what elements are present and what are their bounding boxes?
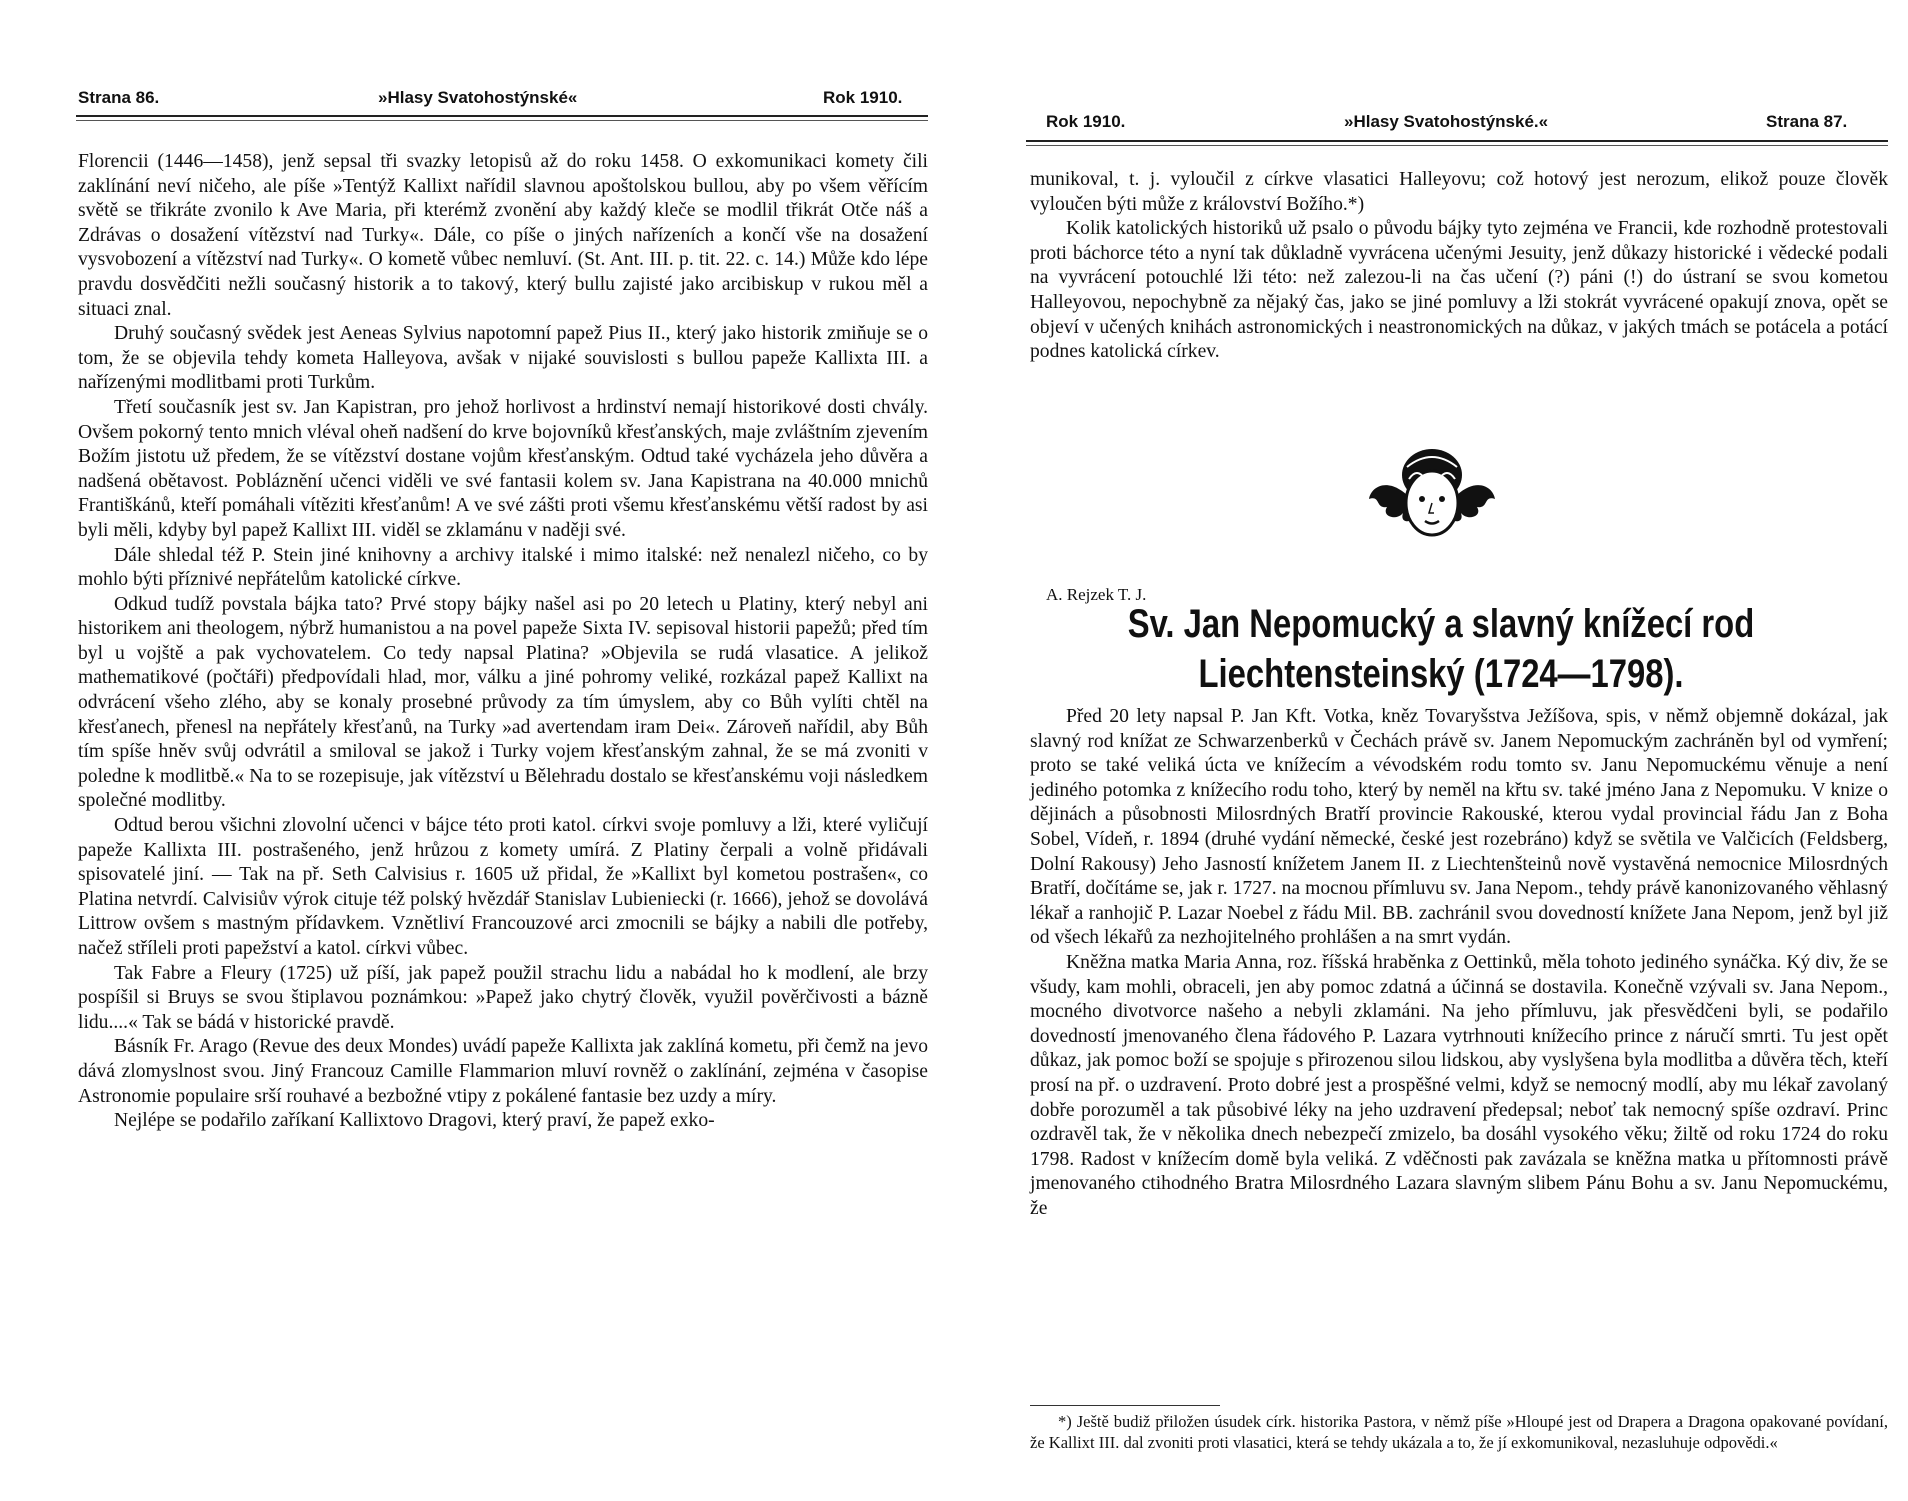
- footnote: [1030, 1412, 1888, 1453]
- running-title-left: »Hlasy Svatohostýnské«: [378, 88, 578, 107]
- footnote-rule: [1030, 1405, 1220, 1406]
- article-title-line-2: Liechtensteinský (1724—1798).: [1198, 652, 1684, 696]
- footnote-text: *) Ještě budiž přiložen úsudek círk. historika Pastora, v němž píše »Hloupé jest od Drapera a Dragona opakované povídaní, že Kallixt III. dal zvoniti proti vlasatici, která se tehdy ukázala a to, že jí exkomunikoval, nezasluhuje odpovědi.«: [1030, 1412, 1888, 1452]
- right-column-top-text: [1030, 168, 1888, 365]
- header-rule-thick: [76, 115, 928, 117]
- paragraph: Tak Fabre a Fleury (1725) už píší, jak papež použil strachu lidu a nabádal ho k modlení, ale brzy pospíšil si Bruys se svou štiplavou poznámkou: »Papež jako chytrý člověk, využil pověrčivosti a bázně lidu....« Tak se bádá v historické pravdě.: [78, 962, 928, 1033]
- paragraph: Odtud berou všichni zlovolní učenci v bájce této proti katol. církvi svoje pomluvy a lži, které vyličují papeže Kallixta III. postrašeného, jenž hrůzou z komety umírá. Z Platiny čerpali a volně přidávali spisovatelé jiní. — Tak na př. Seth Calvisius r. 1605 už přidal, že »Kallixt byl kometou postrašen«, co Platina netvrdí. Calvisiův výrok cituje též polský hvězdář Stanislav Lubieniecki (r. 1666), jehož se dovolává Littrow ovšem s mastným přídavkem. Vznětliví Francouzové arci zmocnili se bájky a nabili dle potřeby, načež stříleli proti papežství a katol. církvi vůbec.: [78, 815, 928, 959]
- paragraph: Odkud tudíž povstala bájka tato? Prvé stopy bájky našel asi po 20 letech u Platiny, který nebyl ani historikem ani theologem, nýbrž humanistou a na povel papeže Sixta IV. sepisoval historii papežů; před tím byl u vojště a pak vychovatelem. Co tedy napsal Platina? »Objevila se rudá vlasatice. A jelikož mathematikové (počtáři) předpovídali hlad, mor, válku a jiné pohromy veliké, rozkázal papež Kallixt na odvrácení všeho zlého, aby se konaly prosebné průvody za tím úmyslem, aby co Bůh vylíti chtěl na křesťanech, přenesl na nepřátely křesťanů, na Turky »ad avertendam iram Dei«. Zároveň nařídil, aby Bůh tím spíše hněv svůj odvrátil a smiloval se jakož i Turky vojem křesťanským zahnal, že se má zvoniti v poledne k modlitbě.« Na to se rozepisuje, jak vítězství u Bělehradu dostalo se křesťanskému voji následkem společné modlitby.: [78, 593, 928, 812]
- paragraph: Kněžna matka Maria Anna, roz. říšská hraběnka z Oettinků, měla tohoto jediného synáčka. Ký div, že se všudy, kam mohli, obraceli, jen aby pomoc zdatná a účinná se dostavila. Konečně vzývali sv. Jana Nepom., mocného divotvorce našeho a nebyli zklamáni. Na jeho přímluvu, jak přesvědčeni byli, se podařilo dovedností jmenovaného člena řádového P. Lazara vytrhnouti knížecího prince z náručí smrti. Tu jest opět důkaz, jak pomoc boží se spojuje s přirozenou silou lidskou, aby vyslyšena byla modlitba a důvěra těch, kteří prosí na př. o uzdravení. Proto dobré jest a prospěšné velmi, když se nemocný modlí, aby mu lékař zavolaný dobře porozuměl a tak působivé léky na jeho uzdravení předepsal; neboť tak nemocný spíše ozdraví. Princ ozdravěl tak, že v několika dnech nebezpečí zmizelo, ba dosáhl vysokého věku; žiltě od roku 1724 do roku 1798. Radost v knížecím domě byla veliká. Z vděčnosti pak zavázala se kněžna matka u přítomnosti právě jmenovaného ctihodného Bratra Milosrdného Lazara slavným slibem Pánu Bohu a sv. Janu Nepomuckému, že: [1030, 951, 1888, 1219]
- right-page: [954, 0, 1908, 1501]
- article-author: A. Rejzek T. J.: [1046, 585, 1147, 604]
- paragraph: Před 20 lety napsal P. Jan Kft. Votka, kněz Tovaryšstva Ježíšova, spis, v němž objemně dokázal, jak slavný rod knížat ze Schwarzenberků v Čechách právě sv. Janem Nepomuckým zachráněn byl od vymření; proto se také veliká úcta ve knížecím a vévodském rodu tomto sv. Janu Nepomuckému věnuje a není jediného potomka z knížecího rodu toho, který by neměl na křtu sv. také jméno Jana z Nepomuku. V knize o dějinách a působnosti Milosrdných Bratří provincie Rakouské, kterou vydal provincial řádu Jan z Boha Sobel, Vídeň, r. 1894 (druhé vydání německé, české jest rozebráno) když se světila ve Valčicích (Feldsberg, Dolní Rakousy) Jeho Jasností knížetem Janem II. z Liechtenšteinů nově vystavěná nemocnice Milosrdných Bratří, dočítáme se, jak r. 1727. na mocnou přímluvu sv. Jana Nepom., tehdy právě kanonizovaného věhlasný lékař a ranhojič P. Lazar Noebel z řádu Mil. BB. zachránil svou dovedností knížete Jana Nepom, jenž byl již od všech lékařů za nezhojitelného prohlášen a na smrt vydán.: [1030, 706, 1888, 949]
- year-left: Rok 1910.: [823, 88, 903, 107]
- header-rule-thin: [1026, 145, 1888, 146]
- paragraph: Básník Fr. Arago (Revue des deux Mondes) uvádí papeže Kallixta jak zaklíná kometu, při čemž na jevo dává zlomyslnost svou. Jiný Francouz Camille Flammarion mluví rovněž o zaklínání, zejména v časopise Astronomie populaire srší rouhavé a bezbožné vtipy z pokálené fantasie bez uzdy a míry.: [78, 1036, 928, 1107]
- paragraph: munikoval, t. j. vyloučil z církve vlasatici Halleyovu; což hotový jest nerozum, elikož pouze člověk vyloučen býti může z království Božího.*): [1030, 169, 1888, 215]
- page-number-right: Strana 87.: [1766, 112, 1848, 131]
- running-title-right: »Hlasy Svatohostýnské.«: [1344, 112, 1549, 131]
- paragraph: Druhý současný svědek jest Aeneas Sylvius napotomní papež Pius II., který jako historik zmiňuje se o tom, že se objevila tehdy kometa Halleyova, avšak v nijaké souvislosti s bullou papeže Kallixta III. a nařízenými modlitbami proti Turkům.: [78, 323, 928, 394]
- article-title-line-1: Sv. Jan Nepomucký a slavný knížecí rod: [1127, 602, 1755, 646]
- paragraph: Nejlépe se podařilo zaříkaní Kallixtovo Dragovi, který praví, že papež exko-: [114, 1110, 715, 1132]
- year-right: Rok 1910.: [1046, 112, 1126, 131]
- right-column-article-text: [1030, 705, 1888, 1221]
- header-rule-thin: [76, 120, 928, 121]
- paragraph: Dále shledal též P. Stein jiné knihovny a archivy italské i mimo italské: než nenalezl ničeho, co by mohlo býti příznivé nepřátelům katolické církve.: [78, 544, 928, 591]
- paragraph: Florencii (1446—1458), jenž sepsal tři svazky letopisů až do roku 1458. O exkomunikaci komety čili zaklínání neví ničeho, ale píše »Tentýž Kallixt nařídil slavnou apoštolskou bullou, aby po všem věřícím světě se třikráte zvonilo k Ave Maria, při kterémž zvonění aby každý kleče se modlil třikrát Otče náš a Zdrávas o dosažení vítězství nad Turky«. Dále, co píše o jiných nařízeních a končí vše na dosažení vysvobození a vítězství nad Turky«. O kometě vůbec nemluví. (St. Ant. III. p. tit. 22. c. 14.) Může kdo lépe pravdu dosvědčiti nežli současný historik a to takový, který bullu zajisté jako arcibiskup v rukou měl a situaci znal.: [78, 151, 928, 320]
- page-number-left: Strana 86.: [78, 88, 160, 107]
- winged-cherub-head-icon: [1367, 437, 1497, 552]
- paragraph: Třetí současník jest sv. Jan Kapistran, pro jehož horlivost a hrdinství nemají historikové dosti chvály. Ovšem pokorný tento mnich vléval oheň nadšení do krve bojovníků křesťanských, maje zvláštním zjevením Božím jistotu už předem, že se vítězství dostane vojům křesťanským. Odtud také vycházela jeho důvěra a nadšená obětavost. Pobláznění učenci viděli ve své fantasii kolem sv. Jana Kapistrana na 40.000 mnichů Františkánů, kteří pomáhali vítěziti křesťanům! A ve své zášti proti všemu křesťanskému větší radost by asi byli měli, kdyby byl papež Kallixt III. viděl se zklamánu v naději své.: [78, 396, 928, 541]
- left-column-text: [78, 150, 928, 1134]
- header-rule-thick: [1026, 140, 1888, 142]
- paragraph: Kolik katolických historiků už psalo o původu bájky tyto zejména ve Francii, kde rozhodně protestovali proti báchorce této a nyní tak důkladně vyvrácena učenými Jesuity, jenž důkazy historické i vědecké podali na vyvrácení potouchlé lži této: než zalezou-li na čas učení (?) páni (!) do ústraní se svou kometou Halleyovou, nepochybně za nějaký čas, jako se jiné pomluvy a lži stokrát vyvrácené opakují znova, opět se objeví v učených knihách astronomických i neastronomických na důkaz, v jakých tmách se potácela a potácí podnes katolická církev.: [1030, 218, 1888, 363]
